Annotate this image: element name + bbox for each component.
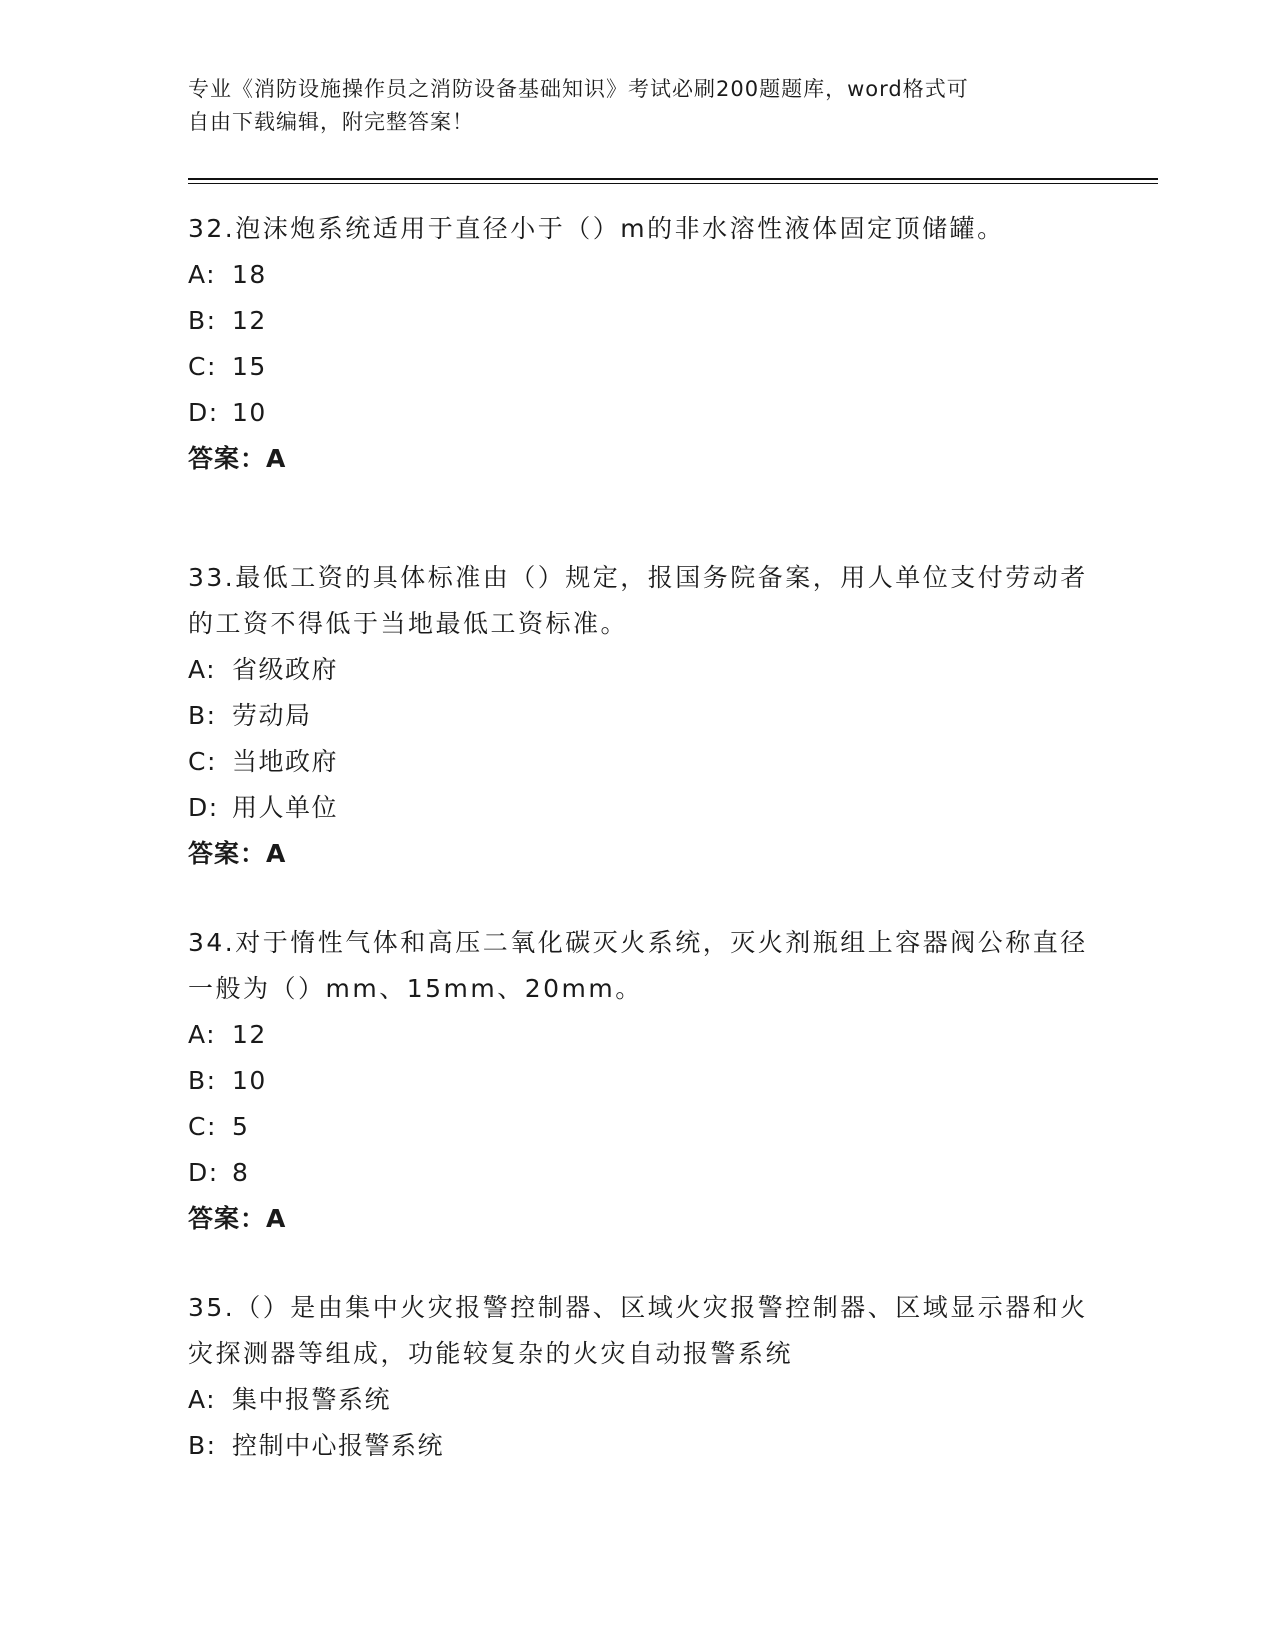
option-value: 用人单位: [232, 793, 339, 822]
option-key: C:: [188, 747, 217, 776]
option-c: [188, 739, 1088, 785]
option-key: A:: [188, 260, 217, 289]
option-key: D:: [188, 793, 219, 822]
option-d: [188, 785, 1088, 831]
option-value: 12: [232, 306, 267, 335]
option-b: [188, 1058, 1088, 1104]
question-text: 33.最低工资的具体标准由（）规定，报国务院备案，用人单位支付劳动者的工资不得低于当地最低工资标准。: [188, 563, 1088, 638]
option-key: A:: [188, 655, 217, 684]
option-key: C:: [188, 352, 217, 381]
option-key: D:: [188, 398, 219, 427]
option-a: [188, 1012, 1088, 1058]
option-key: B:: [188, 1066, 217, 1095]
answer-text: 答案：A: [188, 1204, 287, 1233]
question-33: [188, 555, 1088, 877]
option-b: [188, 693, 1088, 739]
option-a: [188, 647, 1088, 693]
option-value: 10: [232, 1066, 267, 1095]
option-d: [188, 1150, 1088, 1196]
option-value: 18: [232, 260, 267, 289]
option-value: 5: [232, 1112, 250, 1141]
option-value: 8: [232, 1158, 250, 1187]
option-value: 15: [232, 352, 267, 381]
option-key: B:: [188, 701, 217, 730]
option-key: D:: [188, 1158, 219, 1187]
option-key: B:: [188, 306, 217, 335]
option-key: A:: [188, 1385, 217, 1414]
option-key: C:: [188, 1112, 217, 1141]
option-value: 当地政府: [232, 747, 339, 776]
question-text: 35.（）是由集中火灾报警控制器、区域火灾报警控制器、区域显示器和火灾探测器等组成，功能较复杂的火灾自动报警系统: [188, 1293, 1088, 1368]
option-value: 10: [232, 398, 267, 427]
option-c: [188, 1104, 1088, 1150]
option-c: [188, 344, 1088, 390]
option-value: 劳动局: [232, 701, 312, 730]
question-35: [188, 1285, 1088, 1469]
header-divider-thick: [188, 178, 1158, 180]
option-b: [188, 1423, 1088, 1469]
question-text: 34.对于惰性气体和高压二氧化碳灭火系统，灭火剂瓶组上容器阀公称直径一般为（）mm、15mm、20mm。: [188, 928, 1088, 1003]
header-divider-thin: [188, 183, 1158, 184]
option-d: [188, 390, 1088, 436]
header-title-line-1: 专业《消防设施操作员之消防设备基础知识》考试必刷200题题库，word格式可: [188, 77, 969, 101]
option-key: A:: [188, 1020, 217, 1049]
option-value: 省级政府: [232, 655, 339, 684]
header-title-line-2: 自由下载编辑，附完整答案！: [188, 110, 474, 134]
question-text: 32.泡沫炮系统适用于直径小于（）m的非水溶性液体固定顶储罐。: [188, 214, 1005, 243]
answer-text: 答案：A: [188, 839, 287, 868]
question-32: [188, 206, 1088, 482]
option-value: 集中报警系统: [232, 1385, 392, 1414]
option-a: [188, 1377, 1088, 1423]
document-header: [188, 73, 1088, 139]
answer-text: 答案：A: [188, 444, 287, 473]
option-a: [188, 252, 1088, 298]
option-key: B:: [188, 1431, 217, 1460]
option-value: 控制中心报警系统: [232, 1431, 445, 1460]
question-34: [188, 920, 1088, 1242]
option-b: [188, 298, 1088, 344]
option-value: 12: [232, 1020, 267, 1049]
